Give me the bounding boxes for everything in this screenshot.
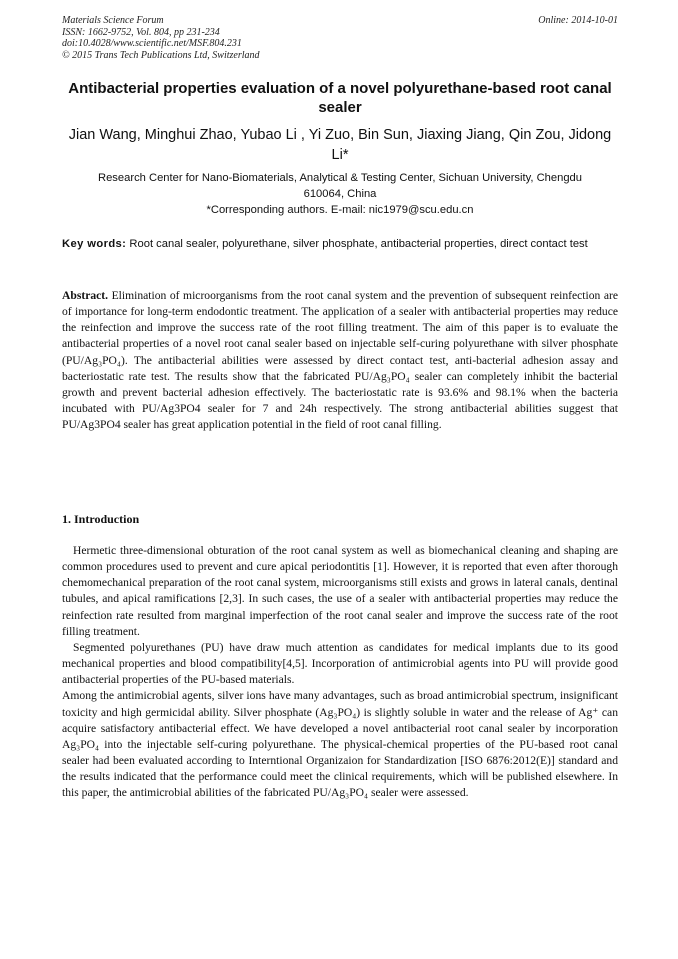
section-heading: 1. Introduction (62, 512, 140, 526)
abstract-text: Elimination of microorganisms from the root canal system and the prevention of subsequent reinfection are of importance for long-term endodontic treatment. The application of a sealer with antibacterial properties may reduce the reinfection and improve the success rate of the root filling treatment. The aim of this paper is to evaluate the antibacterial properties of a novel root canal sealer based on injectable self-curing polyurethane with silver phosphate (PU/Ag₃PO₄). The antibacterial abilities were assessed by direct contact test, anti-bacterial adhesion assay and bacteriostatic rate test. The results show that the fabricated PU/Ag₃PO₄ sealer can completely inhibit the bacterial growth and prevent bacterial adhesion effectively. The bacteriostatic rate is 93.6% and 98.1% when the bacteria incubated with PU/Ag3PO4 sealer for 7 and 24h respectively. The strong antibacterial abilities suggest that PU/Ag3PO4 sealer has great application potential in the field of root canal filling. (62, 289, 618, 432)
abstract-label: Abstract. (62, 289, 109, 302)
journal-issn: ISSN: 1662-9752, Vol. 804, pp 231-234 (62, 26, 220, 38)
journal-name: Materials Science Forum (62, 15, 164, 26)
keywords-label: Key words: (62, 238, 127, 250)
journal-copyright: © 2015 Trans Tech Publications Ltd, Switzerland (62, 49, 260, 61)
corresponding-author: *Corresponding authors. E-mail: nic1979@scu.edu.cn (206, 204, 474, 216)
intro-paragraph: Among the antimicrobial agents, silver ions have many advantages, such as broad antimicrobial spectrum, insignificant toxicity and high germicidal ability. Silver phosphate (Ag₃PO₄) is slightly soluble in water and the release of Ag⁺ can acquire satisfactory antibacterial effect. We have developed a novel antibacterial root canal sealer by incorporation Ag₃PO₄ into the injectable self-curing polyurethane. The physical-chemical properties of the PU-based root canal sealer had been evaluated according to Interntional Organizaion for Standardization [ISO 6876:2012(E)] standard and the results indicated that the performance could meet the clinical requirements, which will be published elsewhere. In this paper, the antimicrobial abilities of the fabricated PU/Ag₃PO₄ sealer were assessed. (62, 689, 618, 800)
affiliation-postcode: 610064, China (303, 188, 377, 200)
intro-paragraph: Hermetic three-dimensional obturation of the root canal system as well as biomechanical cleaning and shaping are common procedures used to prevent and cure apical periodontitis [1]. However, it is reported that even after thorough chemomechanical preparation of the root canal system, microorganisms still exists and grows in lateral canals, dentinal tubules, and apical ramifications [2,3]. In such cases, the use of a sealer with antibacterial properties may reduce the reinfection rate resulted from marginal imperfection of the root canal sealer and improve the success rate of the root filling treatment. (62, 544, 618, 638)
affiliation (62, 170, 618, 218)
online-date: Online: 2014-10-01 (538, 15, 618, 26)
keywords (62, 236, 618, 252)
keywords-text: Root canal sealer, polyurethane, silver phosphate, antibacterial properties, direct contact test (129, 238, 588, 250)
introduction-body (62, 543, 618, 802)
journal-header (62, 15, 618, 61)
affiliation-line: Research Center for Nano-Biomaterials, Analytical & Testing Center, Sichuan University, Chengdu (98, 172, 582, 184)
paper-title: Antibacterial properties evaluation of a novel polyurethane-based root canal sealer (68, 80, 612, 116)
intro-paragraph: Segmented polyurethanes (PU) have draw much attention as candidates for medical implants due to its good mechanical properties and blood compatibility[4,5]. Incorporation of antimicrobial agents into PU will provide good antibacterial properties of the PU-based materials. (62, 640, 618, 687)
abstract (62, 288, 618, 433)
author-list: Jian Wang, Minghui Zhao, Yubao Li , Yi Zuo, Bin Sun, Jiaxing Jiang, Qin Zou, Jidong Li* (68, 127, 612, 163)
journal-doi: doi:10.4028/www.scientific.net/MSF.804.231 (62, 38, 242, 49)
